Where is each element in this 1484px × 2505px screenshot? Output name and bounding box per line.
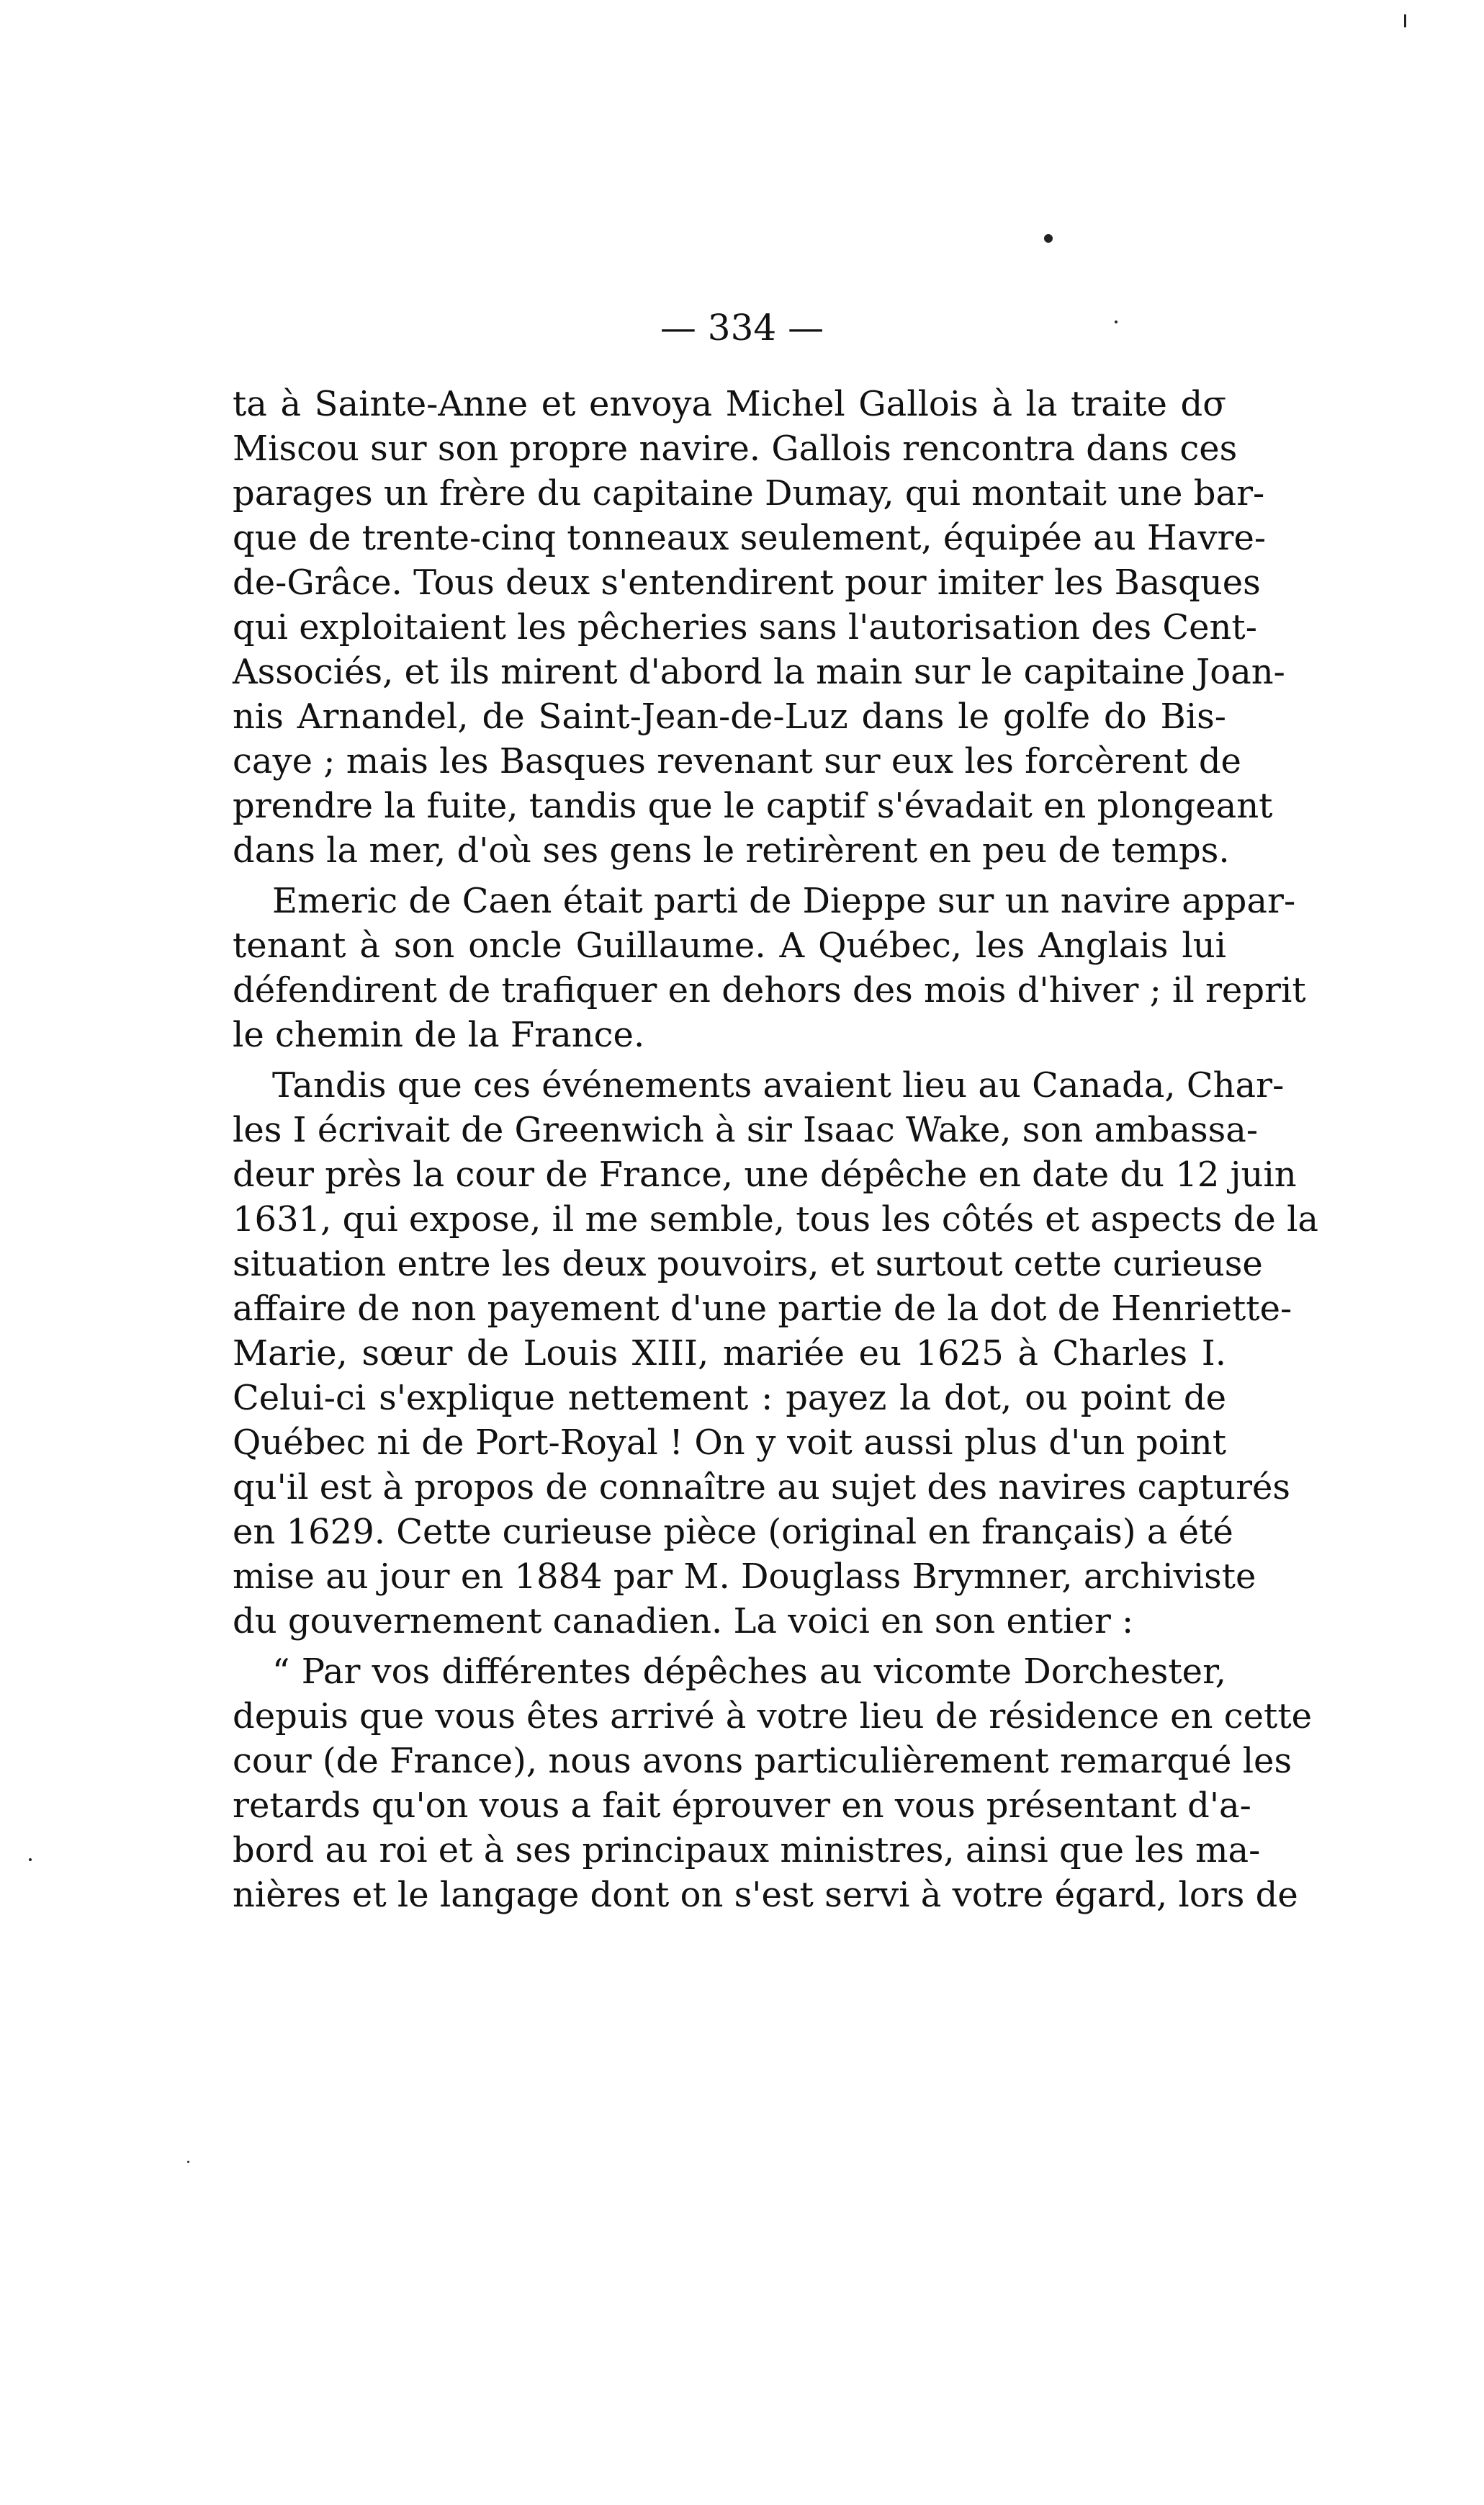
scan-speck [187, 2161, 189, 2163]
text-line: Marie, sœur de Louis XIII, mariée eu 1625 à Charles I. [233, 1333, 1226, 1374]
text-line: mise au jour en 1884 par M. Douglass Brymner, archiviste [233, 1556, 1256, 1597]
text-line: situation entre les deux pouvoirs, et surtout cette curieuse [233, 1244, 1263, 1284]
scan-speck [1044, 234, 1053, 243]
text-line: défendirent de trafiquer en dehors des mois d'hiver ; il reprit [233, 970, 1306, 1010]
text-line: Tandis que ces événements avaient lieu au Canada, Char- [272, 1065, 1285, 1106]
text-line: nis Arnandel, de Saint-Jean-de-Luz dans le golfe do Bis- [233, 696, 1226, 737]
text-line: Miscou sur son propre navire. Gallois rencontra dans ces [233, 429, 1238, 469]
text-line: de-Grâce. Tous deux s'entendirent pour imiter les Basques [233, 563, 1261, 603]
text-line: dans la mer, d'où ses gens le retirèrent en peu de temps. [233, 830, 1230, 871]
text-line: 1631, qui expose, il me semble, tous les côtés et aspects de la [233, 1199, 1319, 1240]
body-text [233, 382, 1319, 1923]
text-line: le chemin de la France. [233, 1015, 645, 1055]
text-line: retards qu'on vous a fait éprouver en vous présentant d'a- [233, 1785, 1251, 1826]
text-line: Emeric de Caen était parti de Dieppe sur un navire appar- [272, 881, 1296, 921]
text-line: bord au roi et à ses principaux ministres, ainsi que les ma- [233, 1830, 1261, 1870]
text-line: ta à Sainte-Anne et envoya Michel Gallois à la traite dσ [233, 384, 1226, 424]
scan-speck [1115, 321, 1118, 323]
text-line: les I écrivait de Greenwich à sir Isaac Wake, son ambassa- [233, 1110, 1259, 1150]
page-number: — 334 — [660, 307, 824, 349]
text-line: tenant à son oncle Guillaume. A Québec, les Anglais lui [233, 926, 1226, 966]
text-line: en 1629. Cette curieuse pièce (original en français) a été [233, 1512, 1233, 1552]
text-line: que de trente-cinq tonneaux seulement, équipée au Havre- [233, 518, 1267, 558]
text-line: Québec ni de Port-Royal ! On y voit aussi plus d'un point [233, 1422, 1226, 1463]
text-line: qui exploitaient les pêcheries sans l'autorisation des Cent- [233, 607, 1257, 647]
text-line: Associés, et ils mirent d'abord la main sur le capitaine Joan- [233, 652, 1285, 692]
text-line: deur près la cour de France, une dépêche en date du 12 juin [233, 1155, 1297, 1195]
paragraph [233, 879, 1306, 1057]
text-line: depuis que vous êtes arrivé à votre lieu de résidence en cette [233, 1696, 1313, 1737]
text-line: nières et le langage dont on s'est servi à votre égard, lors de [233, 1875, 1298, 1915]
scan-speck [1404, 14, 1406, 27]
text-line: caye ; mais les Basques revenant sur eux les forcèrent de [233, 741, 1241, 781]
text-line: Celui-ci s'explique nettement : payez la dot, ou point de [233, 1378, 1226, 1418]
text-line: parages un frère du capitaine Dumay, qui montait une bar- [233, 473, 1265, 514]
text-line: cour (de France), nous avons particulièrement remarqué les [233, 1741, 1292, 1781]
text-line: “ Par vos différentes dépêches au vicomte Dorchester, [272, 1652, 1226, 1692]
text-line: qu'il est à propos de connaître au sujet des navires capturés [233, 1467, 1291, 1507]
text-line: du gouvernement canadien. La voici en son entier : [233, 1601, 1134, 1641]
text-line: prendre la fuite, tandis que le captif s'évadait en plongeant [233, 786, 1273, 826]
paragraph [233, 1063, 1319, 1644]
scan-speck [29, 1858, 32, 1861]
text-line: affaire de non payement d'une partie de la dot de Henriette- [233, 1289, 1292, 1329]
paragraph [233, 1649, 1313, 1917]
paragraph [233, 382, 1285, 873]
